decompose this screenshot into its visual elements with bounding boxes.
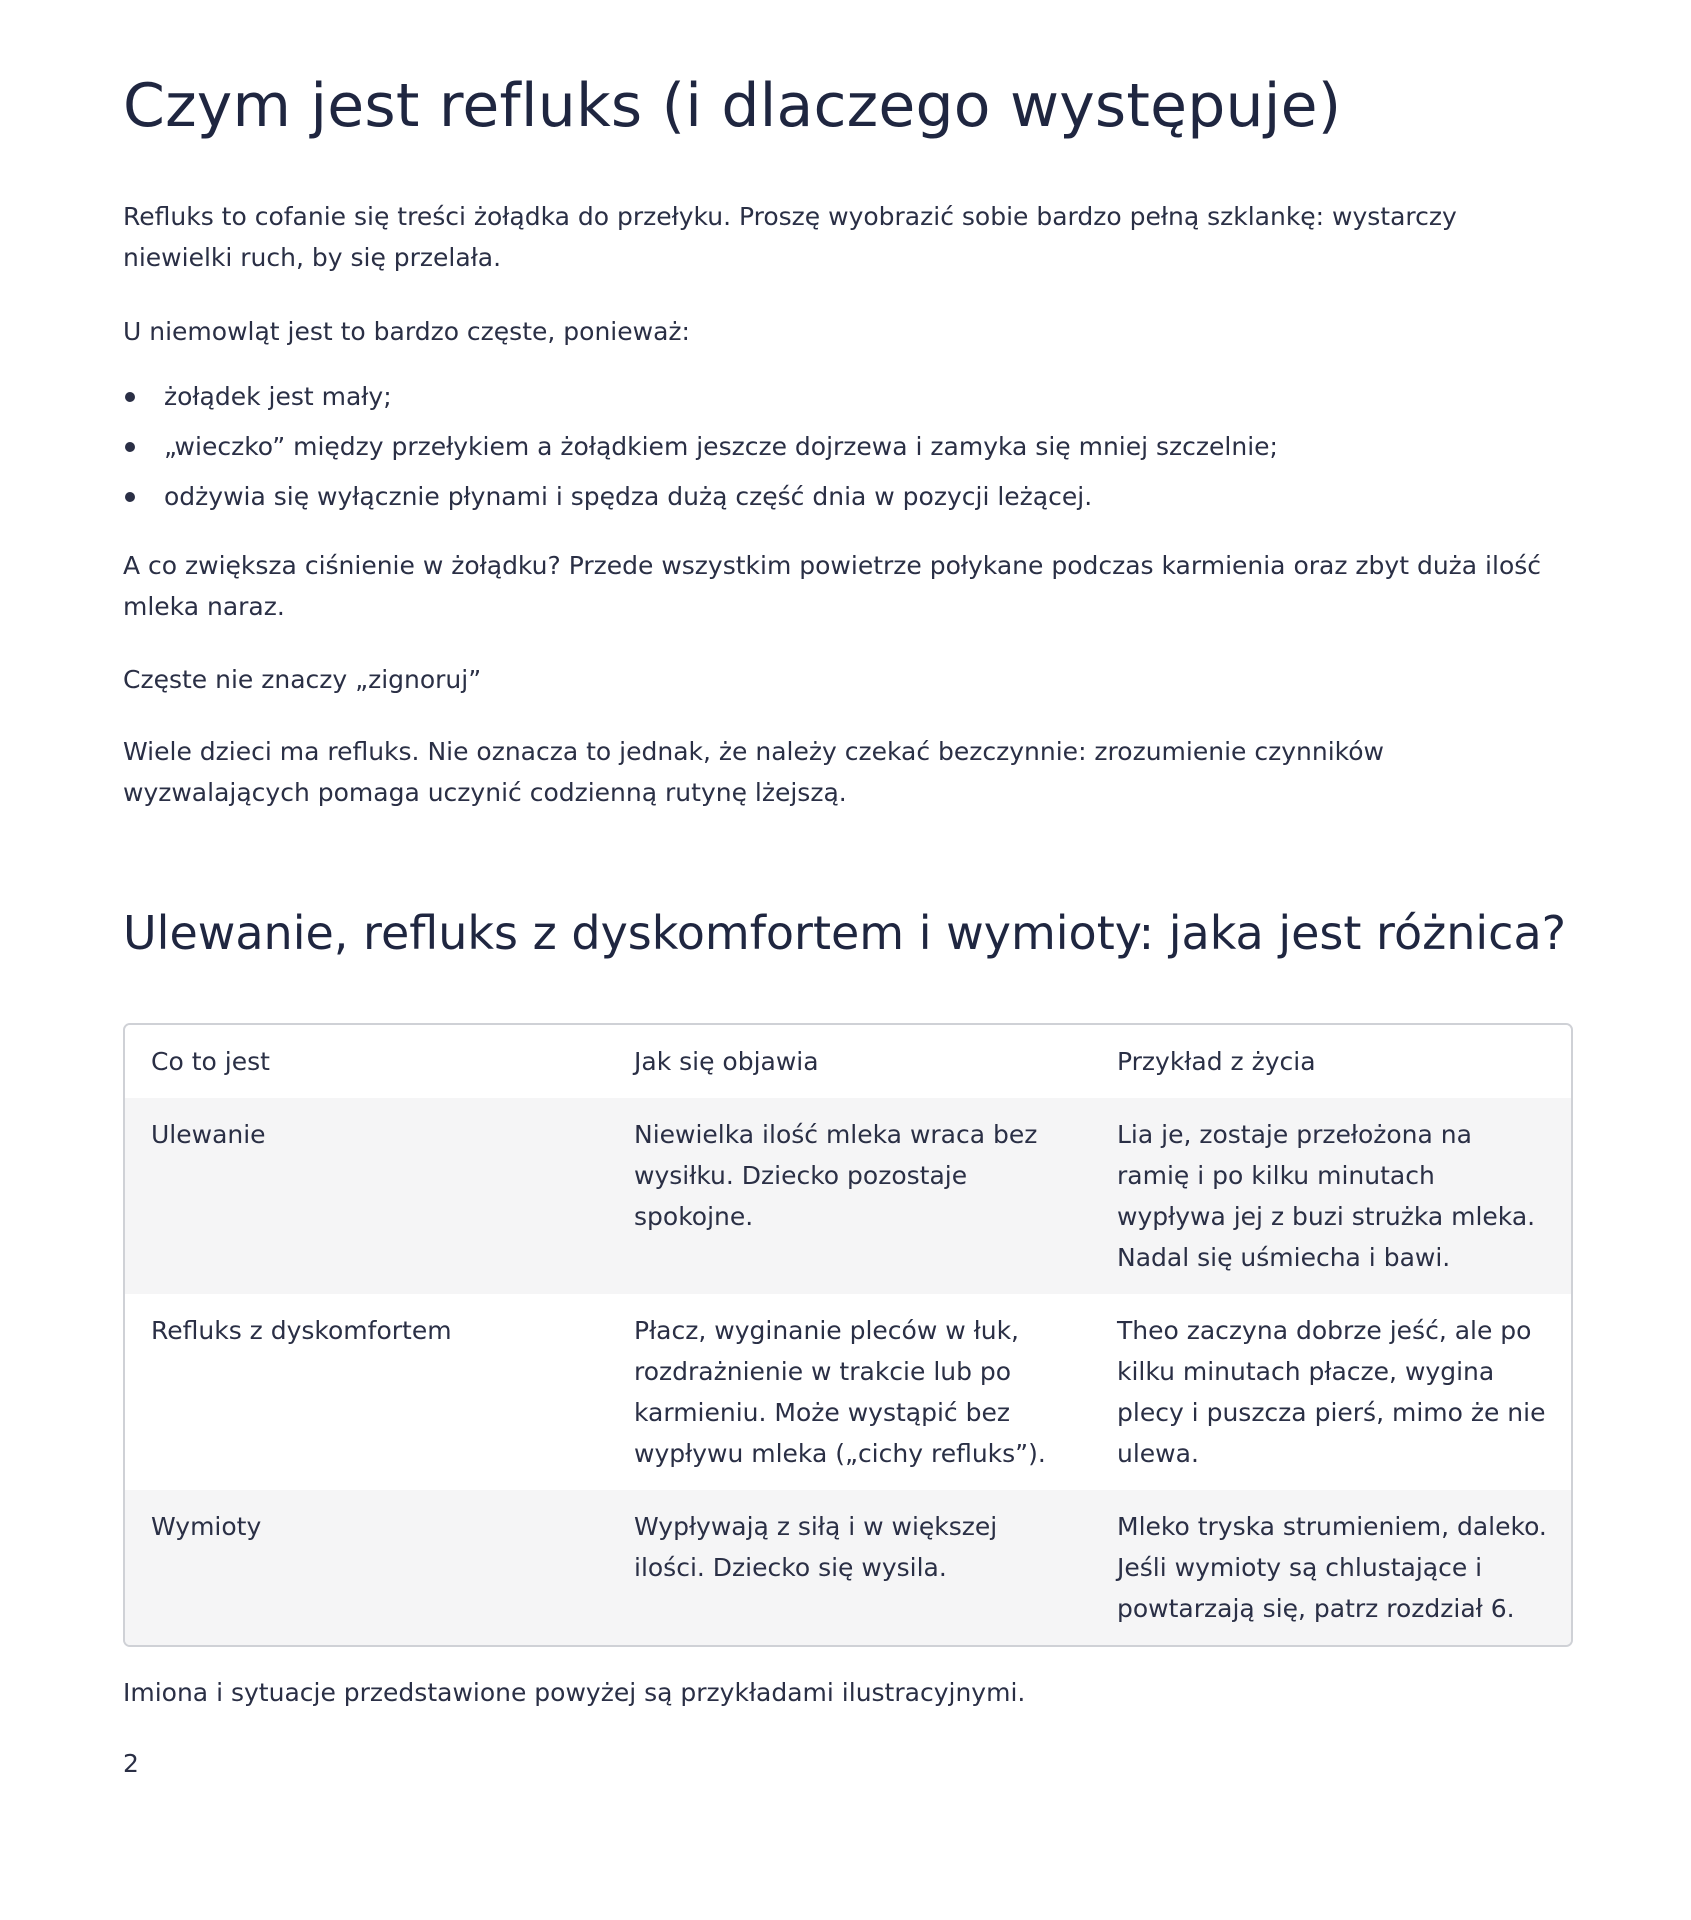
table-cell: Ulewanie bbox=[125, 1098, 608, 1294]
comparison-table bbox=[123, 1023, 1573, 1647]
table-cell: Płacz, wyginanie pleców w łuk, rozdrażnienie w trakcie lub po karmieniu. Może wystąpić bez wypływu mleka („cichy refluks”). bbox=[608, 1294, 1091, 1490]
table-header-row bbox=[125, 1025, 1571, 1098]
illustrative-footnote: Imiona i sytuacje przedstawione powyżej są przykładami ilustracyjnymi. bbox=[123, 1678, 1026, 1707]
many-children-paragraph: Wiele dzieci ma refluks. Nie oznacza to jednak, że należy czekać bezczynnie: zrozumienie czynników wyzwalających pomaga uczynić codzienną rutynę lżejszą. bbox=[123, 737, 1384, 807]
table-header-cell: Co to jest bbox=[125, 1025, 608, 1098]
common-not-ignore-line: Częste nie znaczy „zignoruj” bbox=[123, 665, 482, 694]
table-cell: Wypływają z siłą i w większej ilości. Dziecko się wysila. bbox=[608, 1490, 1091, 1645]
table-row bbox=[125, 1490, 1571, 1645]
bullet-item: żołądek jest mały; bbox=[123, 376, 1573, 417]
cause-lead-paragraph: U niemowląt jest to bardzo częste, ponieważ: bbox=[123, 317, 690, 346]
table-cell: Wymioty bbox=[125, 1490, 608, 1645]
table-header-cell: Jak się objawia bbox=[608, 1025, 1091, 1098]
table-cell: Niewielka ilość mleka wraca bez wysiłku. Dziecko pozostaje spokojne. bbox=[608, 1098, 1091, 1294]
table-cell: Theo zaczyna dobrze jeść, ale po kilku minutach płacze, wygina plecy i puszcza pierś, mimo że nie ulewa. bbox=[1091, 1294, 1571, 1490]
bullet-item: odżywia się wyłącznie płynami i spędza dużą część dnia w pozycji leżącej. bbox=[123, 476, 1573, 517]
bullet-item: „wieczko” między przełykiem a żołądkiem jeszcze dojrzewa i zamyka się mniej szczelnie; bbox=[123, 426, 1573, 467]
table-cell: Refluks z dyskomfortem bbox=[125, 1294, 608, 1490]
table-row bbox=[125, 1098, 1571, 1294]
table-header-cell: Przykład z życia bbox=[1091, 1025, 1571, 1098]
section-heading-difference: Ulewanie, refluks z dyskomfortem i wymioty: jaka jest różnica? bbox=[123, 906, 1567, 960]
table-cell: Mleko tryska strumieniem, daleko. Jeśli wymioty są chlustające i powtarzają się, patrz rozdział 6. bbox=[1091, 1490, 1571, 1645]
intro-paragraph: Refluks to cofanie się treści żołądka do przełyku. Proszę wyobrazić sobie bardzo pełną szklankę: wystarczy niewielki ruch, by się przelała. bbox=[123, 202, 1457, 272]
cause-bullet-list bbox=[123, 376, 1573, 526]
table-row bbox=[125, 1294, 1571, 1490]
pressure-paragraph: A co zwiększa ciśnienie w żołądku? Przede wszystkim powietrze połykane podczas karmienia oraz zbyt duża ilość mleka naraz. bbox=[123, 551, 1542, 621]
table-cell: Lia je, zostaje przełożona na ramię i po kilku minutach wypływa jej z buzi strużka mleka. Nadal się uśmiecha i bawi. bbox=[1091, 1098, 1571, 1294]
page-number: 2 bbox=[123, 1749, 139, 1778]
section-heading-reflux: Czym jest refluks (i dlaczego występuje) bbox=[123, 71, 1342, 141]
